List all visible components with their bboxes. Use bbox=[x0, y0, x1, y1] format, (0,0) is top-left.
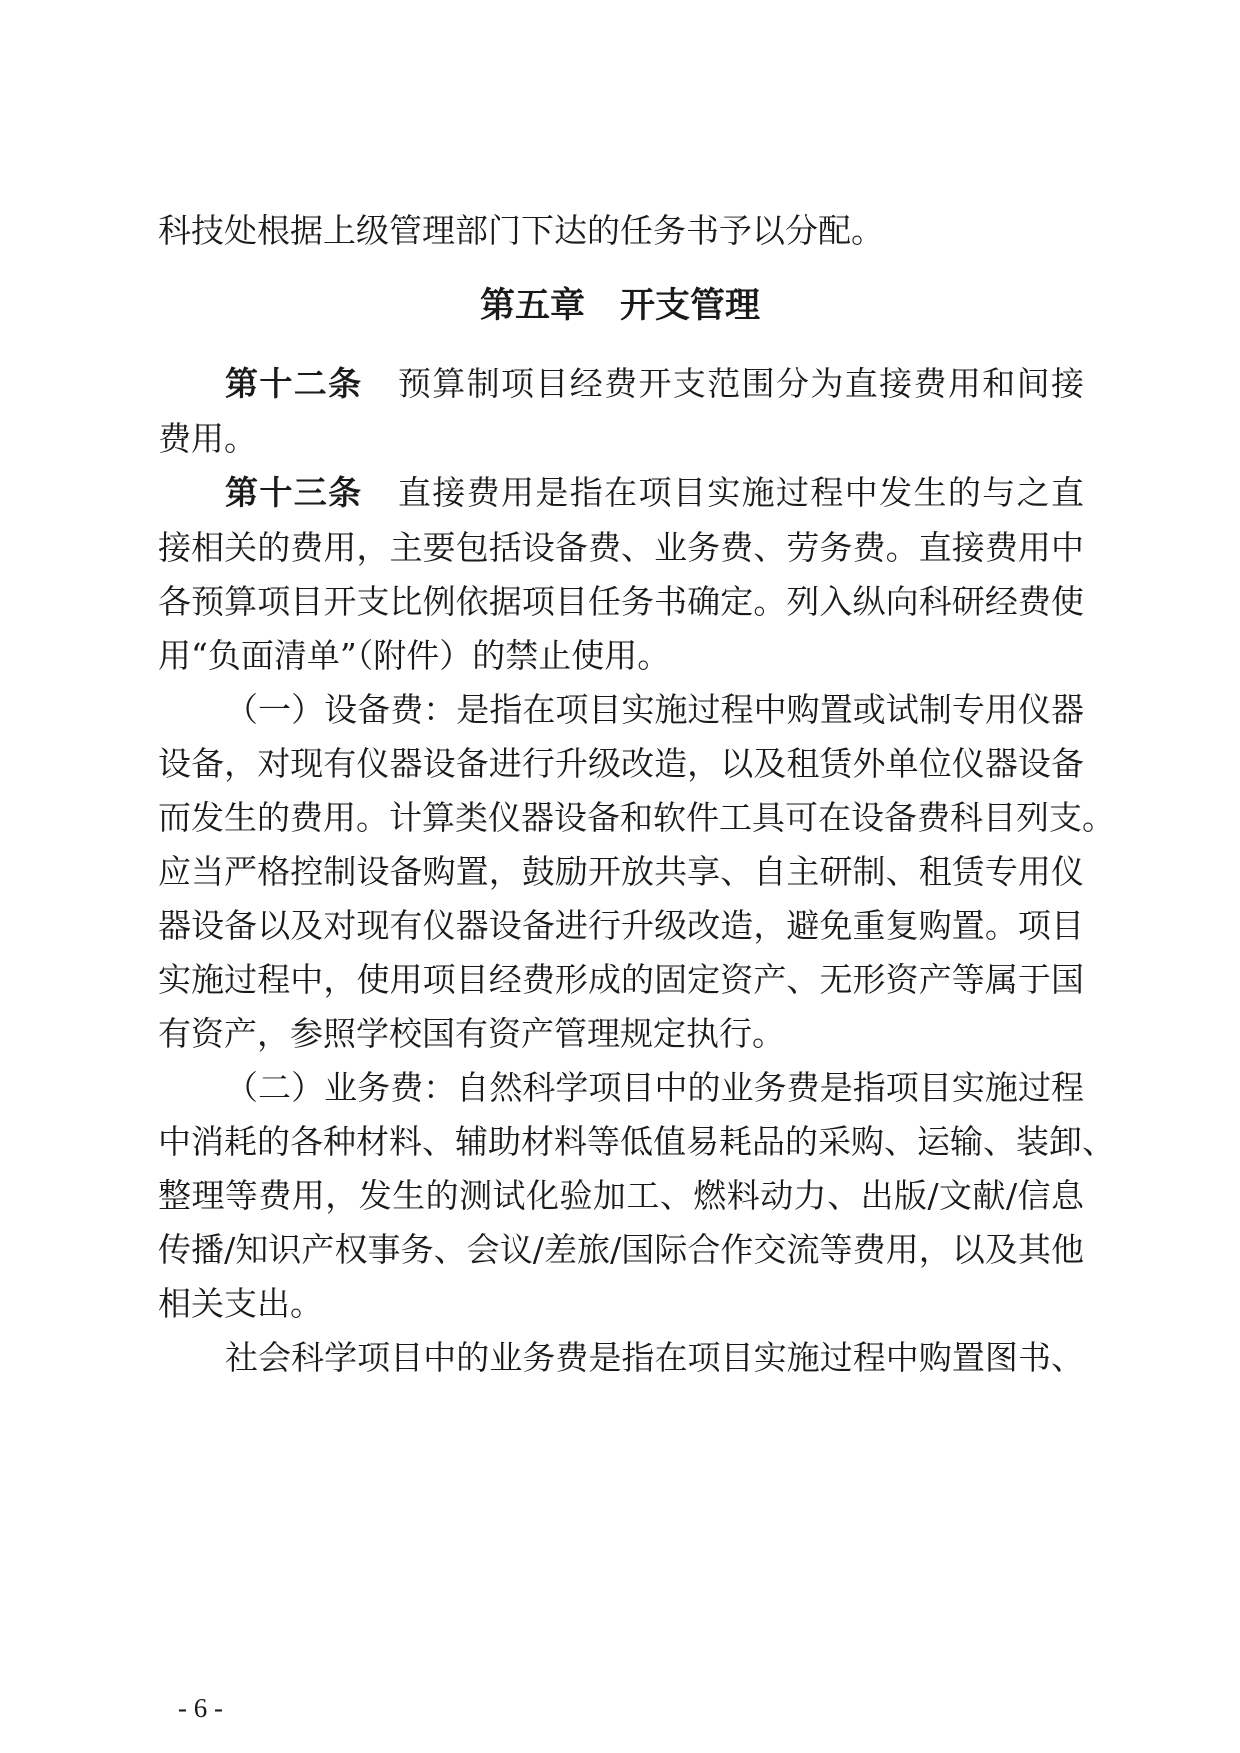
article-13-line-3: 各预算项目开支比例依据项目任务书确定。列入纵向科研经费使 bbox=[158, 582, 1084, 621]
article-13-heading: 第十三条 bbox=[225, 473, 363, 512]
item-2-line-5: 相关支出。 bbox=[158, 1284, 323, 1323]
chapter-title: 第五章 开支管理 bbox=[479, 286, 760, 326]
item-1-line-3: 而发生的费用。计算类仪器设备和软件工具可在设备费科目列支。 bbox=[158, 798, 1115, 837]
item-1-line-6: 实施过程中，使用项目经费形成的固定资产、无形资产等属于国 bbox=[158, 960, 1084, 999]
item-1-line-1: （一）设备费：是指在项目实施过程中购置或试制专用仪器 bbox=[225, 690, 1084, 729]
item-2-line-3: 整理等费用，发生的测试化验加工、燃料动力、出版/文献/信息 bbox=[158, 1176, 1084, 1215]
item-1-line-7: 有资产，参照学校国有资产管理规定执行。 bbox=[158, 1014, 785, 1053]
paragraph-line: 科技处根据上级管理部门下达的任务书予以分配。 bbox=[158, 211, 884, 250]
item-2b-line-1: 社会科学项目中的业务费是指在项目实施过程中购置图书、 bbox=[225, 1338, 1084, 1377]
article-13-text: 直接费用是指在项目实施过程中发生的与之直 bbox=[396, 473, 1084, 512]
item-1-line-4: 应当严格控制设备购置，鼓励开放共享、自主研制、租赁专用仪 bbox=[158, 852, 1084, 891]
page-number: - 6 - bbox=[178, 1693, 223, 1723]
item-2-line-4: 传播/知识产权事务、会议/差旅/国际合作交流等费用，以及其他 bbox=[158, 1230, 1084, 1269]
article-13-line-2: 接相关的费用，主要包括设备费、业务费、劳务费。直接费用中 bbox=[158, 528, 1084, 567]
article-13-line-1 bbox=[225, 473, 1084, 513]
item-1-line-2: 设备，对现有仪器设备进行升级改造，以及租赁外单位仪器设备 bbox=[158, 744, 1084, 783]
article-13-line-4: 用“负面清单”（附件）的禁止使用。 bbox=[158, 636, 671, 675]
item-2-line-2: 中消耗的各种材料、辅助材料等低值易耗品的采购、运输、装卸、 bbox=[158, 1122, 1115, 1161]
article-12-heading: 第十二条 bbox=[225, 364, 363, 403]
article-12-text: 预算制项目经费开支范围分为直接费用和间接 bbox=[396, 364, 1084, 403]
item-1-line-5: 器设备以及对现有仪器设备进行升级改造，避免重复购置。项目 bbox=[158, 906, 1084, 945]
item-2-line-1: （二）业务费：自然科学项目中的业务费是指项目实施过程 bbox=[225, 1068, 1084, 1107]
article-12-line-1 bbox=[225, 364, 1084, 404]
article-12-line-2: 费用。 bbox=[158, 419, 257, 458]
